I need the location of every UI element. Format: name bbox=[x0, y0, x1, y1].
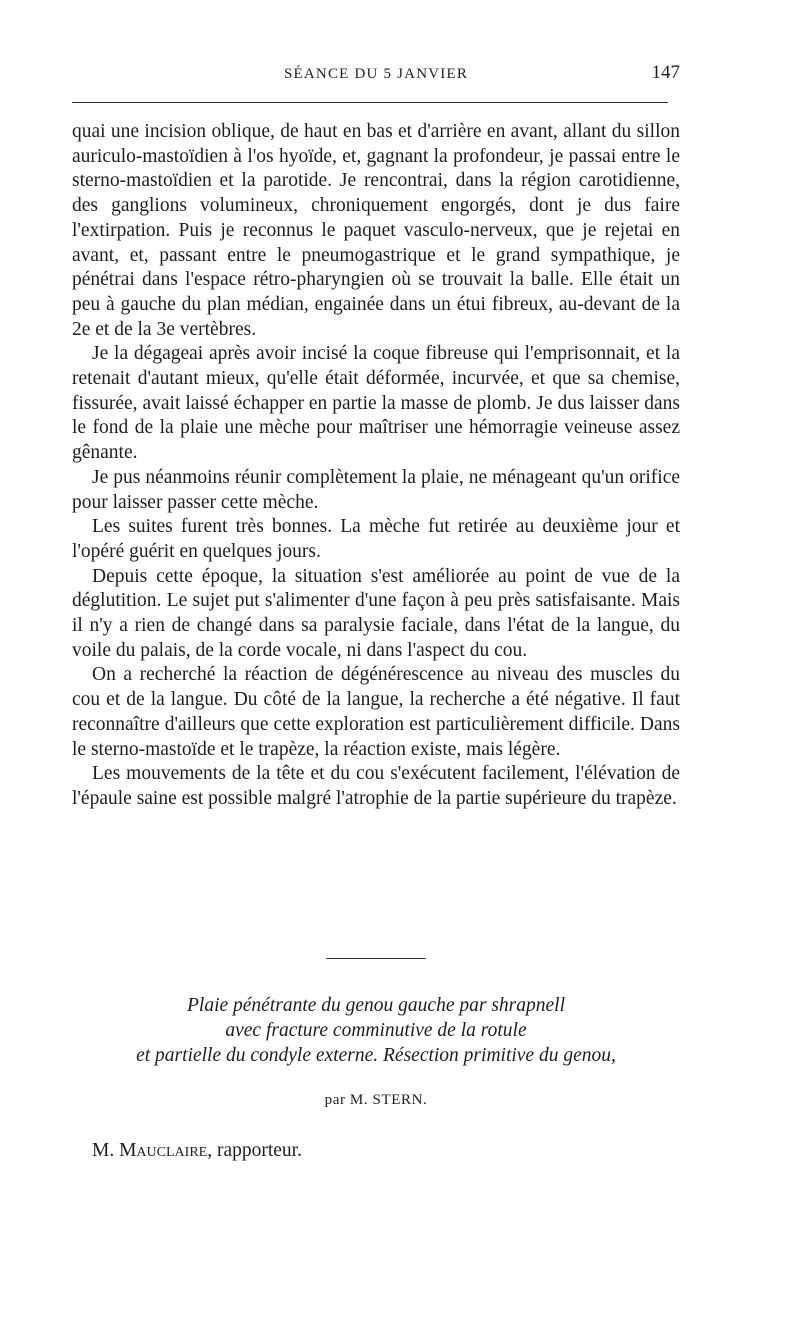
rapporteur-line bbox=[92, 1140, 302, 1162]
paragraph: Les suites furent très bonnes. La mèche fut retirée au deuxième jour et l'opéré guérit en quelques jours. bbox=[72, 516, 680, 562]
paragraph: Je la dégageai après avoir incisé la coque fibreuse qui l'emprisonnait, et la retenait d'autant mieux, qu'elle était déformée, incurvée, et que sa chemise, fissurée, avait laissé échapper en partie la masse de plomb. Je dus laisser dans le fond de la plaie une mèche pour maîtriser une hémorragie veineuse assez gênante. bbox=[72, 343, 680, 464]
header-divider bbox=[72, 102, 668, 103]
paragraph: On a recherché la réaction de dégénérescence au niveau des muscles du cou et de la langue. Du côté de la langue, la recherche a été négative. Il faut reconnaître d'ailleurs que cette exploration est particulièrement difficile. Dans le sterno-mastoïde et le trapèze, la réaction existe, mais légère. bbox=[72, 664, 680, 760]
page-number: 147 bbox=[651, 62, 680, 83]
rapporteur-suffix: , rapporteur. bbox=[207, 1140, 302, 1161]
rapporteur-prefix: M. bbox=[92, 1140, 120, 1161]
article-title-line: Plaie pénétrante du genou gauche par shrapnell bbox=[186, 995, 565, 1016]
paragraph: Je pus néanmoins réunir complètement la plaie, ne ménageant qu'un orifice pour laisser passer cette mèche. bbox=[72, 466, 680, 513]
body-text bbox=[72, 120, 680, 812]
paragraph: quai une incision oblique, de haut en bas et d'arrière en avant, allant du sillon auriculo-mastoïdien à l'os hyoïde, et, gagnant la profondeur, je passai entre le sterno-mastoïdien et la parotide. Je rencontrai, dans la région carotidienne, des ganglions volumineux, chroniquement engorgés, dont je dus faire l'extirpation. Puis je reconnus le paquet vasculo-nerveux, que je rejetai en avant, et, passant entre le pneumogastrique et le grand sympathique, je pénétrai dans l'espace rétro-pharyngien où se trouvait la balle. Elle était un peu à gauche du plan médian, engainée dans un étui fibreux, au-devant de la 2e et de la 3e vertèbres. bbox=[72, 121, 680, 340]
article-author: par M. STERN. bbox=[324, 1092, 428, 1108]
page-header bbox=[72, 62, 680, 88]
paragraph: Les mouvements de la tête et du cou s'exécutent facilement, l'élévation de l'épaule saine est possible malgré l'atrophie de la partie supérieure du trapèze. bbox=[72, 763, 680, 809]
article-title bbox=[72, 993, 680, 1068]
rapporteur-name: Mauclaire bbox=[119, 1140, 208, 1161]
running-title: SÉANCE DU 5 JANVIER bbox=[283, 66, 469, 82]
article-title-line: avec fracture comminutive de la rotule bbox=[225, 1020, 527, 1041]
paragraph: Depuis cette époque, la situation s'est améliorée au point de vue de la déglutition. Le sujet put s'alimenter d'une façon à peu près satisfaisante. Mais il n'y a rien de changé dans sa paralysie faciale, dans l'état de la langue, du voile du palais, de la corde vocale, ni dans l'aspect du cou. bbox=[72, 565, 680, 661]
section-divider bbox=[326, 958, 426, 959]
article-title-line: et partielle du condyle externe. Résection primitive du genou, bbox=[136, 1045, 616, 1066]
